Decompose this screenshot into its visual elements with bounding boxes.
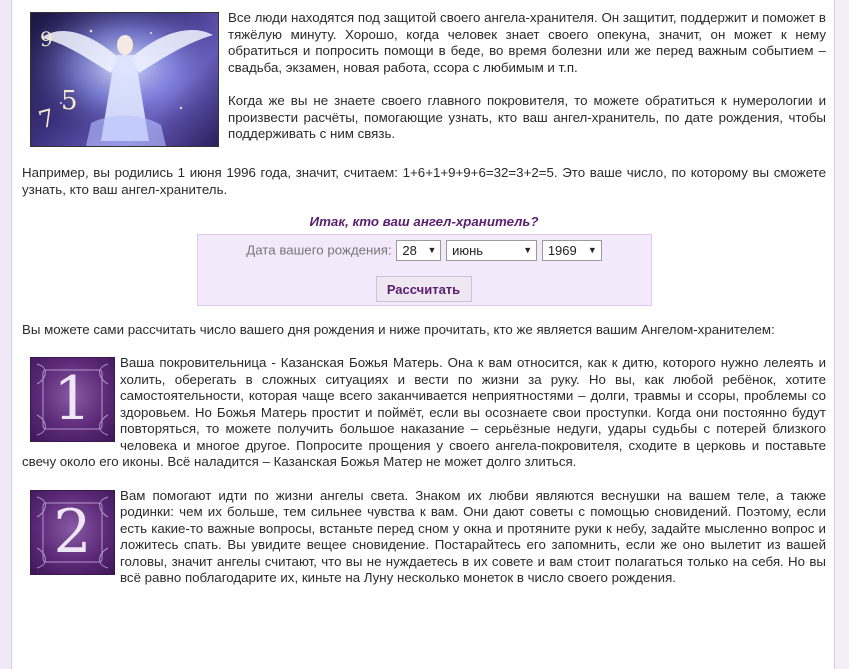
calculator-form <box>197 234 652 306</box>
list-item <box>22 355 826 471</box>
angel-description: Вам помогают идти по жизни ангелы света. Знаком их любви являются веснушки на вашем теле, а также родинки: чем их больше, тем сильнее чувства к вам. Они дают советы с помощью сновидений. Поэтому, если есть какие-то важные вопросы, встаньте перед сном у окна и протяните руки к небу, задайте мысленно вопрос и ложитесь спать. Вы увидите вещее сновидение. Постарайтесь его запомнить, если же оно вылетит из вашей головы, значит ангелы считают, что вы не нуждаетесь в их совете и вам стоит полагаться только на себя. Но вы всё равно поблагодарите их, киньте на Луну несколько монеток в число своего рождения. <box>120 487 826 585</box>
image-number-five: 5 <box>61 86 78 116</box>
birthdate-label: Дата вашего рождения: <box>246 241 392 257</box>
year-select[interactable] <box>542 240 602 261</box>
article-content <box>22 10 826 587</box>
image-number-seven: 7 <box>35 103 58 135</box>
left-border <box>0 0 12 669</box>
year-value: 1969 <box>547 242 577 258</box>
angel-image <box>30 12 219 147</box>
calculation-note: Вы можете сами рассчитать число вашего дня рождения и ниже прочитать, кто же является вашим Ангелом-хранителем: <box>22 321 775 337</box>
intro-paragraph-2: Когда же вы не знаете своего главного покровителя, то можете обратиться к нумерологии и произвести расчёты, помогающие узнать, кто ваш ангел-хранитель, по дате рождения, чтобы поддерживать с ним связь. <box>228 93 826 141</box>
chevron-down-icon: ▼ <box>523 244 533 255</box>
example-paragraph: Например, вы родились 1 июня 1996 года, значит, считаем: 1+6+1+9+9+6=32=3+2=5. Это ваше число, по которому вы сможете узнать, кто ваш ангел-хранитель. <box>22 165 826 197</box>
calculate-button[interactable]: Рассчитать <box>376 276 472 302</box>
month-value: июнь <box>452 242 484 258</box>
number-one-image <box>30 357 115 442</box>
list-item <box>22 488 826 587</box>
day-value: 28 <box>402 242 417 258</box>
calculator-title: Итак, кто ваш ангел-хранитель? <box>309 214 539 229</box>
image-number-nine: 9 <box>40 27 53 51</box>
angel-number: 2 <box>53 496 92 567</box>
date-row <box>198 240 651 261</box>
intro-paragraph-1: Все люди находятся под защитой своего ангела-хранителя. Он защитит, поддержит и поможет в тяжёлую минуту. Хорошо, когда человек знает своего опекуна, значит, он может к нему обратиться и попросить помощи в беде, во время болезни или же перед важным событием – свадьба, экзамен, новая работа, ссора с любимым и т.п. <box>228 10 826 75</box>
number-two-image <box>30 490 115 575</box>
chevron-down-icon: ▼ <box>587 244 597 255</box>
angel-number: 1 <box>53 364 92 434</box>
chevron-down-icon: ▼ <box>427 244 437 255</box>
angel-description: Ваша покровительница - Казанская Божья Матерь. Она к вам относится, как к дитю, которого нужно лелеять и холить, оберегать в сложных ситуациях и вести по жизни за руку. Но вы, как любой ребёнок, хотите самостоятельности, которая чаще всего заканчивается неприятностями – долги, травмы и ссоры, проблемы со здоровьем. Но Божья Матерь простит и поймёт, если вы осознаете свои проступки. Когда они постоянно будут повторяться, то можете получить большое наказание – серьёзные недуги, удары судьбы с потерей близкого человека и многое другое. Попросите прощения у своего ангела-покровителя, сходите в церковь и поставьте свечу около его иконы. Всё наладится – Казанская Божья Матер не может долго злиться. <box>22 355 826 469</box>
month-select[interactable] <box>446 240 537 261</box>
day-select[interactable] <box>396 240 441 261</box>
right-border <box>834 0 849 669</box>
